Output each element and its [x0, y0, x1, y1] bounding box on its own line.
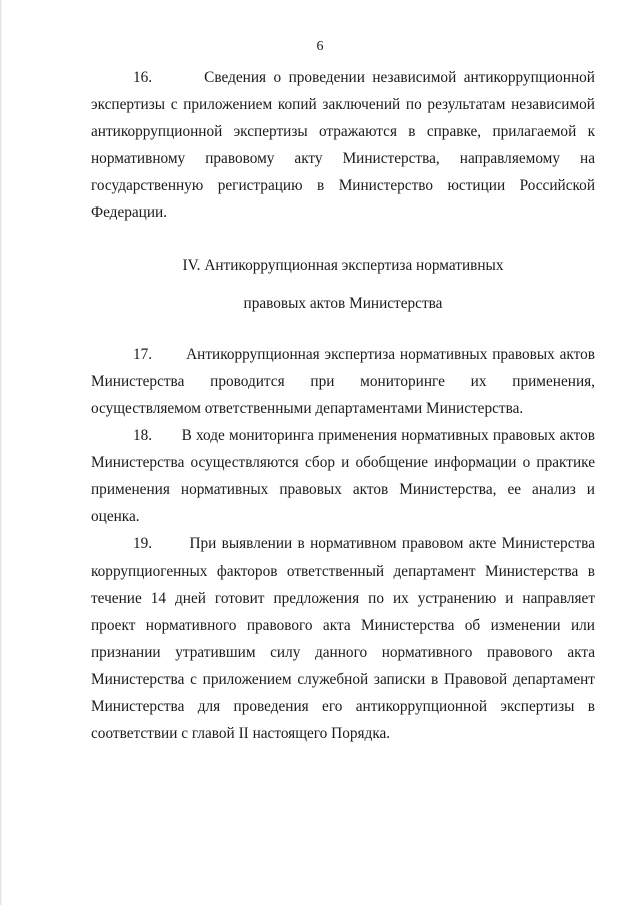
paragraph-number: 19.: [133, 535, 153, 553]
paragraph-19: [91, 530, 595, 747]
paragraph-text: При выявлении в нормативном правовом акте Министерства коррупциогенных факторов ответственный департамент Министерства в течение 14 дней готовит предложения по их устранению и направляет проект нормативного правового акта Министерства об изменении или признании утратившим силу данного нормативного правового акта Министерства с приложением служебной записки в Правовой департамент Министерства для проведения его антикоррупционной экспертизы в соответствии с главой II настоящего Порядка.: [91, 535, 595, 743]
paragraph-text: Антикоррупционная экспертиза нормативных правовых актов Министерства проводится при мониторинге их применения, осуществляемом ответственными департаментами Министерства.: [91, 345, 595, 417]
paragraph-text: Сведения о проведении независимой антикоррупционной экспертизы с приложением копий заключений по результатам независимой антикоррупционной экспертизы отражаются в справке, прилагаемой к нормативному правовому акту Министерства, направляемому на государственную регистрацию в Министерство юстиции Российской Федерации.: [91, 69, 595, 222]
paragraph-number: 18.: [133, 427, 153, 445]
paragraph-number: 16.: [133, 69, 153, 86]
section-heading-line-1: IV. Антикоррупционная экспертиза нормативных: [182, 256, 504, 274]
spacer: [91, 317, 595, 341]
paragraph-number: 17.: [133, 345, 153, 363]
paragraph-17: [91, 341, 595, 422]
scan-edge: [0, 0, 2, 905]
section-heading: [91, 252, 595, 317]
paragraph-text: В ходе мониторинга применения нормативных правовых актов Министерства осуществляются сбор и обобщение информации о практике применения нормативных правовых актов Министерства, ее анализ и оценка.: [91, 427, 595, 526]
document-body: [91, 64, 595, 747]
paragraph-16: [91, 64, 595, 227]
page-number: 6: [316, 39, 324, 54]
paragraph-18: [91, 422, 595, 530]
section-heading-line-2: правовых актов Министерства: [243, 294, 443, 312]
